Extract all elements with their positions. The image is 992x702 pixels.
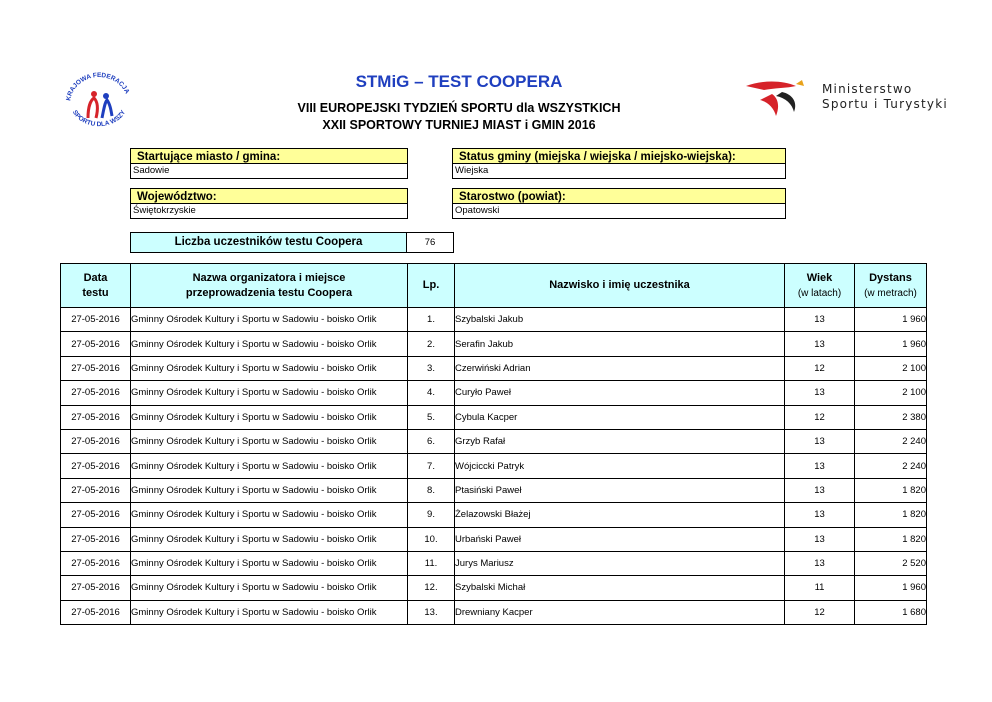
cell-age: 13 (785, 478, 855, 502)
cell-organizer: Gminny Ośrodek Kultury i Sportu w Sadowiu - boisko Orlik (131, 356, 408, 380)
cell-distance: 1 960 (855, 308, 927, 332)
cell-age: 13 (785, 503, 855, 527)
cell-name: Wójciccki Patryk (455, 454, 785, 478)
table-row (61, 381, 927, 405)
county-value: Opatowski (452, 204, 786, 219)
cell-lp: 11. (408, 551, 455, 575)
status-label: Status gminy (miejska / wiejska / miejsko-wiejska): (452, 148, 786, 164)
cell-age: 12 (785, 405, 855, 429)
table-row (61, 405, 927, 429)
cell-age: 11 (785, 576, 855, 600)
cell-lp: 4. (408, 381, 455, 405)
cell-distance: 2 100 (855, 356, 927, 380)
cell-lp: 13. (408, 600, 455, 624)
cell-lp: 2. (408, 332, 455, 356)
cell-organizer: Gminny Ośrodek Kultury i Sportu w Sadowiu - boisko Orlik (131, 405, 408, 429)
cell-distance: 1 960 (855, 332, 927, 356)
col-header-dist-line2: (w metrach) (864, 287, 917, 299)
table-row (61, 478, 927, 502)
col-header-date (61, 264, 131, 308)
cell-age: 13 (785, 527, 855, 551)
table-row (61, 429, 927, 453)
cell-organizer: Gminny Ośrodek Kultury i Sportu w Sadowiu - boisko Orlik (131, 503, 408, 527)
cell-lp: 6. (408, 429, 455, 453)
city-value: Sadowie (130, 164, 408, 179)
cell-name: Drewniany Kacper (455, 600, 785, 624)
col-header-name: Nazwisko i imię uczestnika (455, 264, 785, 308)
col-header-age (785, 264, 855, 308)
cell-distance: 2 240 (855, 429, 927, 453)
col-header-dist-line1: Dystans (869, 271, 912, 284)
ministry-line1: Ministerstwo (822, 82, 913, 96)
cell-age: 12 (785, 600, 855, 624)
svg-text:SPORTU DLA WSZYSTKICH: SPORTU DLA WSZY (70, 109, 128, 129)
col-header-org-line1: Nazwa organizatora i miejsce (192, 271, 346, 284)
cell-name: Jurys Mariusz (455, 551, 785, 575)
cell-date: 27-05-2016 (61, 332, 131, 356)
cell-name: Szybalski Michał (455, 576, 785, 600)
table-row (61, 356, 927, 380)
cell-organizer: Gminny Ośrodek Kultury i Sportu w Sadowiu - boisko Orlik (131, 308, 408, 332)
cell-date: 27-05-2016 (61, 356, 131, 380)
cell-name: Ptasiński Paweł (455, 478, 785, 502)
cell-organizer: Gminny Ośrodek Kultury i Sportu w Sadowiu - boisko Orlik (131, 478, 408, 502)
participants-label: Liczba uczestników testu Coopera (130, 232, 407, 253)
city-label: Startujące miasto / gmina: (130, 148, 408, 164)
cell-distance: 1 820 (855, 503, 927, 527)
cell-name: Grzyb Rafał (455, 429, 785, 453)
cell-date: 27-05-2016 (61, 405, 131, 429)
col-header-date-line1: Data (83, 271, 108, 284)
svg-text:KRAJOWA FEDERACJA: KRAJOWA FEDERACJA (65, 71, 131, 102)
cell-distance: 1 820 (855, 478, 927, 502)
table-row (61, 527, 927, 551)
cell-organizer: Gminny Ośrodek Kultury i Sportu w Sadowiu - boisko Orlik (131, 381, 408, 405)
cell-lp: 10. (408, 527, 455, 551)
table-row (61, 576, 927, 600)
tournament-subtitle: XXII SPORTOWY TURNIEJ MIAST i GMIN 2016 (322, 118, 596, 132)
cell-date: 27-05-2016 (61, 381, 131, 405)
cell-organizer: Gminny Ośrodek Kultury i Sportu w Sadowiu - boisko Orlik (131, 551, 408, 575)
cell-age: 13 (785, 332, 855, 356)
cell-date: 27-05-2016 (61, 503, 131, 527)
cell-date: 27-05-2016 (61, 576, 131, 600)
col-header-org-line2: przeprowadzenia testu Coopera (185, 286, 353, 299)
cell-lp: 5. (408, 405, 455, 429)
ministry-line2: Sportu i Turystyki (822, 97, 948, 111)
cell-age: 13 (785, 308, 855, 332)
cell-date: 27-05-2016 (61, 527, 131, 551)
voivodeship-label: Województwo: (130, 188, 408, 204)
cell-name: Cybula Kacper (455, 405, 785, 429)
cell-name: Curyło Paweł (455, 381, 785, 405)
col-header-age-line2: (w latach) (797, 287, 842, 299)
cell-date: 27-05-2016 (61, 551, 131, 575)
table-row (61, 551, 927, 575)
cell-lp: 1. (408, 308, 455, 332)
cell-lp: 3. (408, 356, 455, 380)
cell-distance: 2 520 (855, 551, 927, 575)
cell-lp: 8. (408, 478, 455, 502)
cell-age: 13 (785, 551, 855, 575)
col-header-date-line2: testu (82, 286, 109, 299)
cell-date: 27-05-2016 (61, 478, 131, 502)
cell-name: Żelazowski Błażej (455, 503, 785, 527)
cell-distance: 2 240 (855, 454, 927, 478)
table-header-row (61, 264, 927, 308)
event-subtitle: VIII EUROPEJSKI TYDZIEŃ SPORTU dla WSZYSTKICH (297, 101, 621, 115)
col-header-lp: Lp. (408, 264, 455, 308)
cell-organizer: Gminny Ośrodek Kultury i Sportu w Sadowiu - boisko Orlik (131, 527, 408, 551)
cell-name: Urbański Paweł (455, 527, 785, 551)
voivodeship-value: Świętokrzyskie (130, 204, 408, 219)
cell-lp: 9. (408, 503, 455, 527)
cell-lp: 7. (408, 454, 455, 478)
table-row (61, 454, 927, 478)
cell-distance: 1 820 (855, 527, 927, 551)
col-header-age-line1: Wiek (806, 271, 833, 284)
status-value: Wiejska (452, 164, 786, 179)
cell-name: Serafin Jakub (455, 332, 785, 356)
table-row (61, 503, 927, 527)
cell-organizer: Gminny Ośrodek Kultury i Sportu w Sadowiu - boisko Orlik (131, 429, 408, 453)
cell-organizer: Gminny Ośrodek Kultury i Sportu w Sadowiu - boisko Orlik (131, 576, 408, 600)
cell-name: Szybalski Jakub (455, 308, 785, 332)
cell-organizer: Gminny Ośrodek Kultury i Sportu w Sadowiu - boisko Orlik (131, 600, 408, 624)
cell-organizer: Gminny Ośrodek Kultury i Sportu w Sadowiu - boisko Orlik (131, 332, 408, 356)
cell-age: 13 (785, 381, 855, 405)
cell-date: 27-05-2016 (61, 308, 131, 332)
cell-date: 27-05-2016 (61, 600, 131, 624)
cell-lp: 12. (408, 576, 455, 600)
participants-table (60, 263, 927, 625)
table-row (61, 600, 927, 624)
cell-age: 12 (785, 356, 855, 380)
table-row (61, 332, 927, 356)
col-header-distance (855, 264, 927, 308)
cell-name: Czerwiński Adrian (455, 356, 785, 380)
county-label: Starostwo (powiat): (452, 188, 786, 204)
table-row (61, 308, 927, 332)
cell-age: 13 (785, 454, 855, 478)
participants-count: 76 (407, 232, 454, 253)
cell-distance: 1 680 (855, 600, 927, 624)
col-header-organizer (131, 264, 408, 308)
cell-date: 27-05-2016 (61, 454, 131, 478)
page-title: STMiG – TEST COOPERA (355, 72, 563, 91)
cell-age: 13 (785, 429, 855, 453)
cell-distance: 2 100 (855, 381, 927, 405)
cell-date: 27-05-2016 (61, 429, 131, 453)
cell-distance: 1 960 (855, 576, 927, 600)
cell-distance: 2 380 (855, 405, 927, 429)
cell-organizer: Gminny Ośrodek Kultury i Sportu w Sadowiu - boisko Orlik (131, 454, 408, 478)
